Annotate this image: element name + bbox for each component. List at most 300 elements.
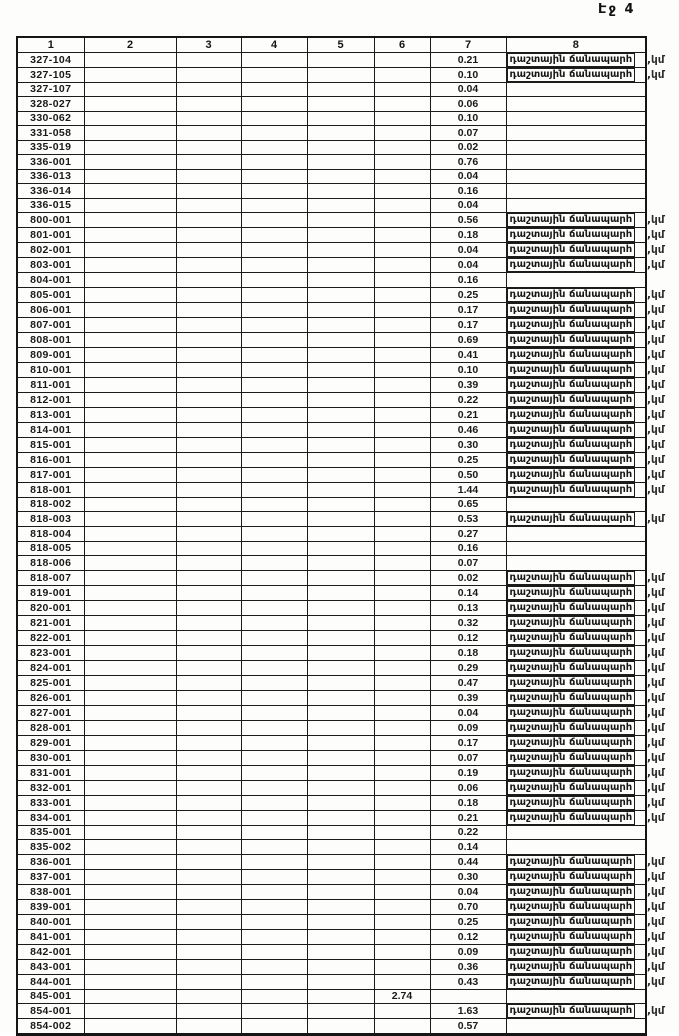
cell-col4	[241, 377, 307, 392]
cell-col5	[307, 82, 374, 97]
cell-code: 327-105	[17, 67, 84, 82]
cell-col3	[176, 914, 241, 929]
cell-col5	[307, 825, 374, 840]
table-row	[17, 570, 676, 585]
table-row	[17, 735, 676, 750]
cell-value-col6	[374, 959, 430, 974]
cell-col5	[307, 974, 374, 989]
table-row	[17, 302, 676, 317]
cell-code: 835-001	[17, 825, 84, 840]
cell-col2	[84, 1019, 176, 1035]
cell-road-type	[506, 660, 646, 675]
table-row	[17, 750, 676, 765]
cell-code: 829-001	[17, 735, 84, 750]
road-type-text: դաշտային ճանապարհ	[507, 915, 636, 929]
cell-road-type	[506, 705, 646, 720]
table-row	[17, 258, 676, 273]
cell-code: 802-001	[17, 243, 84, 258]
cell-col4	[241, 795, 307, 810]
cell-unit: ,կմ	[647, 781, 665, 794]
cell-road-type	[506, 675, 646, 690]
cell-col5	[307, 541, 374, 556]
cell-unit: ,կմ	[647, 586, 665, 599]
cell-road-type	[506, 630, 646, 645]
cell-col4	[241, 570, 307, 585]
road-type-text: դաշտային ճանապարհ	[507, 512, 636, 526]
cell-col5	[307, 720, 374, 735]
cell-col3	[176, 497, 241, 512]
cell-value-col7: 0.53	[430, 512, 506, 527]
cell-col2	[84, 585, 176, 600]
cell-col5	[307, 929, 374, 944]
cell-value-col6	[374, 1019, 430, 1035]
road-type-text: դաշտային ճանապարհ	[507, 363, 636, 377]
cell-col3	[176, 392, 241, 407]
cell-col4	[241, 765, 307, 780]
cell-road-type	[506, 347, 646, 362]
cell-road-type	[506, 67, 646, 82]
cell-value-col7: 0.14	[430, 840, 506, 855]
cell-road-type	[506, 541, 646, 556]
cell-value-col7: 0.18	[430, 795, 506, 810]
cell-value-col7: 0.07	[430, 556, 506, 571]
cell-col2	[84, 630, 176, 645]
cell-value-col6	[374, 407, 430, 422]
table-row	[17, 437, 676, 452]
cell-unit: ,կմ	[647, 68, 665, 81]
cell-col4	[241, 362, 307, 377]
column-header-1: 1	[17, 37, 84, 52]
cell-col2	[84, 332, 176, 347]
cell-col2	[84, 82, 176, 97]
cell-code: 841-001	[17, 929, 84, 944]
cell-unit	[646, 989, 676, 1004]
cell-unit: ,կմ	[647, 468, 665, 481]
cell-unit: ,կմ	[647, 870, 665, 883]
cell-col2	[84, 497, 176, 512]
cell-col3	[176, 660, 241, 675]
cell-unit: ,կմ	[647, 706, 665, 719]
cell-unit: ,կմ	[647, 288, 665, 301]
cell-col5	[307, 527, 374, 542]
cell-col4	[241, 735, 307, 750]
cell-road-type	[506, 527, 646, 542]
cell-value-col7: 0.25	[430, 452, 506, 467]
cell-unit: ,կմ	[647, 1005, 665, 1017]
cell-value-col6	[374, 82, 430, 97]
cell-col2	[84, 243, 176, 258]
cell-col4	[241, 140, 307, 155]
cell-value-col6	[374, 243, 430, 258]
cell-road-type	[506, 377, 646, 392]
cell-col5	[307, 884, 374, 899]
cell-unit	[646, 1019, 676, 1035]
cell-value-col6	[374, 52, 430, 67]
cell-unit: ,կմ	[647, 766, 665, 779]
cell-value-col7: 0.44	[430, 854, 506, 869]
cell-value-col6	[374, 615, 430, 630]
cell-road-type	[506, 959, 646, 974]
cell-col3	[176, 705, 241, 720]
cell-col4	[241, 914, 307, 929]
cell-col3	[176, 944, 241, 959]
cell-col2	[84, 645, 176, 660]
cell-col3	[176, 645, 241, 660]
road-type-text: դաշտային ճանապարհ	[507, 930, 636, 944]
cell-col5	[307, 899, 374, 914]
cell-road-type	[506, 750, 646, 765]
cell-value-col6	[374, 869, 430, 884]
cell-col2	[84, 884, 176, 899]
road-type-text: դաշտային ճանապարհ	[507, 333, 636, 347]
cell-code: 839-001	[17, 899, 84, 914]
cell-road-type	[506, 392, 646, 407]
cell-col4	[241, 169, 307, 184]
cell-unit	[646, 184, 676, 199]
cell-value-col6	[374, 213, 430, 228]
cell-col4	[241, 467, 307, 482]
cell-code: 823-001	[17, 645, 84, 660]
cell-col5	[307, 854, 374, 869]
cell-unit: ,կմ	[647, 751, 665, 764]
cell-road-type	[506, 362, 646, 377]
cell-value-col6	[374, 600, 430, 615]
cell-col3	[176, 273, 241, 288]
cell-road-type	[506, 556, 646, 571]
cell-col3	[176, 377, 241, 392]
cell-col5	[307, 302, 374, 317]
cell-col3	[176, 884, 241, 899]
cell-value-col7: 0.18	[430, 645, 506, 660]
cell-col2	[84, 1004, 176, 1019]
cell-road-type	[506, 317, 646, 332]
cell-unit: ,կմ	[647, 229, 665, 241]
cell-col5	[307, 585, 374, 600]
cell-road-type	[506, 974, 646, 989]
cell-col4	[241, 527, 307, 542]
unit-header-spacer	[646, 37, 676, 52]
cell-col4	[241, 884, 307, 899]
cell-code: 821-001	[17, 615, 84, 630]
road-type-text: դաշտային ճանապարհ	[507, 483, 636, 497]
cell-value-col6	[374, 929, 430, 944]
cell-col5	[307, 198, 374, 213]
cell-road-type	[506, 422, 646, 437]
table-row	[17, 869, 676, 884]
cell-road-type	[506, 126, 646, 141]
cell-value-col7: 0.30	[430, 869, 506, 884]
cell-col4	[241, 690, 307, 705]
cell-col5	[307, 317, 374, 332]
table-row	[17, 332, 676, 347]
cell-unit: ,կմ	[647, 885, 665, 898]
cell-col4	[241, 243, 307, 258]
road-type-text: դաշտային ճանապարհ	[507, 736, 636, 750]
cell-value-col7: 0.02	[430, 140, 506, 155]
cell-unit: ,կմ	[647, 408, 665, 421]
road-type-text: դաշտային ճանապարհ	[507, 228, 636, 242]
cell-unit: ,կմ	[647, 960, 665, 973]
cell-col2	[84, 213, 176, 228]
cell-unit: ,կմ	[647, 945, 665, 958]
cell-col5	[307, 765, 374, 780]
table-row	[17, 556, 676, 571]
cell-col2	[84, 377, 176, 392]
cell-unit: ,կմ	[647, 378, 665, 391]
cell-col2	[84, 854, 176, 869]
road-type-text: դաշտային ճանապարհ	[507, 378, 636, 392]
cell-col4	[241, 287, 307, 302]
road-type-text: դաշտային ճանապարհ	[507, 258, 636, 272]
table-row	[17, 974, 676, 989]
table-row	[17, 989, 676, 1004]
cell-col4	[241, 780, 307, 795]
cell-value-col7: 0.39	[430, 690, 506, 705]
cell-col2	[84, 675, 176, 690]
cell-road-type	[506, 795, 646, 810]
cell-value-col7: 0.12	[430, 630, 506, 645]
cell-value-col6	[374, 570, 430, 585]
cell-value-col6	[374, 467, 430, 482]
cell-unit	[646, 97, 676, 112]
cell-col4	[241, 184, 307, 199]
cell-unit: ,կմ	[647, 900, 665, 913]
cell-col5	[307, 630, 374, 645]
cell-col5	[307, 675, 374, 690]
cell-col5	[307, 111, 374, 126]
cell-col4	[241, 974, 307, 989]
cell-value-col6	[374, 317, 430, 332]
table-row	[17, 184, 676, 199]
cell-unit: ,կմ	[647, 796, 665, 809]
cell-value-col6: 2.74	[374, 989, 430, 1004]
cell-code: 817-001	[17, 467, 84, 482]
cell-unit: ,կմ	[647, 438, 665, 451]
cell-col2	[84, 974, 176, 989]
cell-col3	[176, 585, 241, 600]
table-row	[17, 482, 676, 497]
column-header-6: 6	[374, 37, 430, 52]
cell-col3	[176, 111, 241, 126]
cell-col2	[84, 512, 176, 527]
column-header-3: 3	[176, 37, 241, 52]
cell-col2	[84, 228, 176, 243]
cell-col5	[307, 944, 374, 959]
cell-code: 854-002	[17, 1019, 84, 1035]
cell-code: 818-007	[17, 570, 84, 585]
cell-col2	[84, 780, 176, 795]
cell-value-col7: 0.39	[430, 377, 506, 392]
road-type-text: դաշտային ճանապարհ	[507, 453, 636, 467]
cell-col4	[241, 944, 307, 959]
cell-value-col6	[374, 810, 430, 825]
cell-col2	[84, 929, 176, 944]
cell-value-col6	[374, 825, 430, 840]
cell-value-col7: 0.29	[430, 660, 506, 675]
cell-col3	[176, 67, 241, 82]
cell-col5	[307, 140, 374, 155]
cell-value-col6	[374, 512, 430, 527]
cell-value-col6	[374, 541, 430, 556]
cell-col3	[176, 1019, 241, 1035]
table-row	[17, 585, 676, 600]
table-row	[17, 155, 676, 170]
cell-value-col7: 0.69	[430, 332, 506, 347]
table-row	[17, 82, 676, 97]
cell-code: 824-001	[17, 660, 84, 675]
cell-road-type	[506, 899, 646, 914]
cell-col3	[176, 765, 241, 780]
cell-col4	[241, 155, 307, 170]
cell-road-type	[506, 258, 646, 273]
cell-road-type	[506, 914, 646, 929]
cell-col4	[241, 198, 307, 213]
cell-code: 844-001	[17, 974, 84, 989]
cell-col3	[176, 780, 241, 795]
cell-col4	[241, 52, 307, 67]
cell-col2	[84, 169, 176, 184]
table-row	[17, 392, 676, 407]
cell-col5	[307, 795, 374, 810]
cell-col3	[176, 317, 241, 332]
cell-col3	[176, 795, 241, 810]
cell-col4	[241, 392, 307, 407]
cell-unit	[646, 82, 676, 97]
cell-col2	[84, 600, 176, 615]
cell-unit: ,կմ	[647, 631, 665, 644]
cell-col4	[241, 1004, 307, 1019]
cell-col2	[84, 52, 176, 67]
cell-value-col7: 0.27	[430, 527, 506, 542]
cell-col2	[84, 959, 176, 974]
cell-code: 807-001	[17, 317, 84, 332]
cell-code: 818-003	[17, 512, 84, 527]
table-row	[17, 111, 676, 126]
cell-value-col7: 0.17	[430, 317, 506, 332]
cell-unit: ,կմ	[647, 616, 665, 629]
cell-value-col7: 0.04	[430, 82, 506, 97]
cell-value-col6	[374, 780, 430, 795]
road-type-text: դաշտային ճանապարհ	[507, 721, 636, 735]
cell-value-col7: 0.32	[430, 615, 506, 630]
cell-value-col6	[374, 914, 430, 929]
cell-col4	[241, 869, 307, 884]
cell-code: 808-001	[17, 332, 84, 347]
cell-col4	[241, 82, 307, 97]
cell-col5	[307, 377, 374, 392]
cell-unit: ,կմ	[647, 483, 665, 496]
cell-road-type	[506, 482, 646, 497]
cell-col3	[176, 407, 241, 422]
cell-col4	[241, 497, 307, 512]
cell-code: 816-001	[17, 452, 84, 467]
cell-road-type	[506, 437, 646, 452]
cell-value-col6	[374, 720, 430, 735]
road-type-text: դաշտային ճանապարհ	[507, 318, 636, 332]
cell-col5	[307, 660, 374, 675]
cell-value-col7: 0.22	[430, 825, 506, 840]
cell-road-type	[506, 615, 646, 630]
cell-col2	[84, 720, 176, 735]
cell-col4	[241, 630, 307, 645]
cell-unit	[646, 825, 676, 840]
cell-value-col7: 0.25	[430, 914, 506, 929]
cell-code: 818-005	[17, 541, 84, 556]
cell-value-col7: 0.57	[430, 1019, 506, 1035]
table-row	[17, 854, 676, 869]
cell-col2	[84, 347, 176, 362]
cell-value-col6	[374, 660, 430, 675]
road-type-text: դաշտային ճանապարհ	[507, 691, 636, 705]
cell-value-col7: 0.17	[430, 302, 506, 317]
cell-col3	[176, 347, 241, 362]
cell-value-col6	[374, 140, 430, 155]
cell-col4	[241, 332, 307, 347]
cell-col5	[307, 810, 374, 825]
cell-code: 803-001	[17, 258, 84, 273]
cell-col2	[84, 302, 176, 317]
cell-code: 806-001	[17, 302, 84, 317]
cell-col5	[307, 347, 374, 362]
cell-code: 835-002	[17, 840, 84, 855]
road-type-text: դաշտային ճանապարհ	[507, 900, 636, 914]
cell-road-type	[506, 765, 646, 780]
cell-code: 800-001	[17, 213, 84, 228]
cell-value-col7: 0.04	[430, 243, 506, 258]
cell-col4	[241, 228, 307, 243]
cell-col4	[241, 854, 307, 869]
cell-value-col6	[374, 735, 430, 750]
cell-col2	[84, 840, 176, 855]
cell-value-col6	[374, 854, 430, 869]
cell-col5	[307, 989, 374, 1004]
cell-value-col7: 0.21	[430, 810, 506, 825]
cell-road-type	[506, 645, 646, 660]
cell-col3	[176, 690, 241, 705]
cell-col5	[307, 258, 374, 273]
road-type-text: դաշտային ճանապարհ	[507, 616, 636, 630]
road-type-text: դաշտային ճանապարհ	[507, 288, 636, 302]
table-row	[17, 1019, 676, 1035]
cell-col4	[241, 273, 307, 288]
cell-col4	[241, 407, 307, 422]
cell-col5	[307, 452, 374, 467]
table-row	[17, 198, 676, 213]
cell-value-col7: 0.46	[430, 422, 506, 437]
cell-value-col7: 0.30	[430, 437, 506, 452]
cell-col4	[241, 585, 307, 600]
cell-value-col7: 1.44	[430, 482, 506, 497]
table-header-row	[17, 37, 676, 52]
cell-col4	[241, 556, 307, 571]
cell-unit	[646, 541, 676, 556]
cell-road-type	[506, 810, 646, 825]
cell-code: 837-001	[17, 869, 84, 884]
cell-col3	[176, 82, 241, 97]
cell-col3	[176, 258, 241, 273]
table-row	[17, 1004, 676, 1019]
cell-value-col6	[374, 899, 430, 914]
cell-col3	[176, 140, 241, 155]
cell-value-col6	[374, 944, 430, 959]
road-type-text: դաշտային ճանապարհ	[507, 303, 636, 317]
table-row	[17, 840, 676, 855]
cell-value-col7: 0.56	[430, 213, 506, 228]
cell-value-col6	[374, 111, 430, 126]
cell-col3	[176, 482, 241, 497]
cell-col2	[84, 287, 176, 302]
cell-value-col7: 0.36	[430, 959, 506, 974]
